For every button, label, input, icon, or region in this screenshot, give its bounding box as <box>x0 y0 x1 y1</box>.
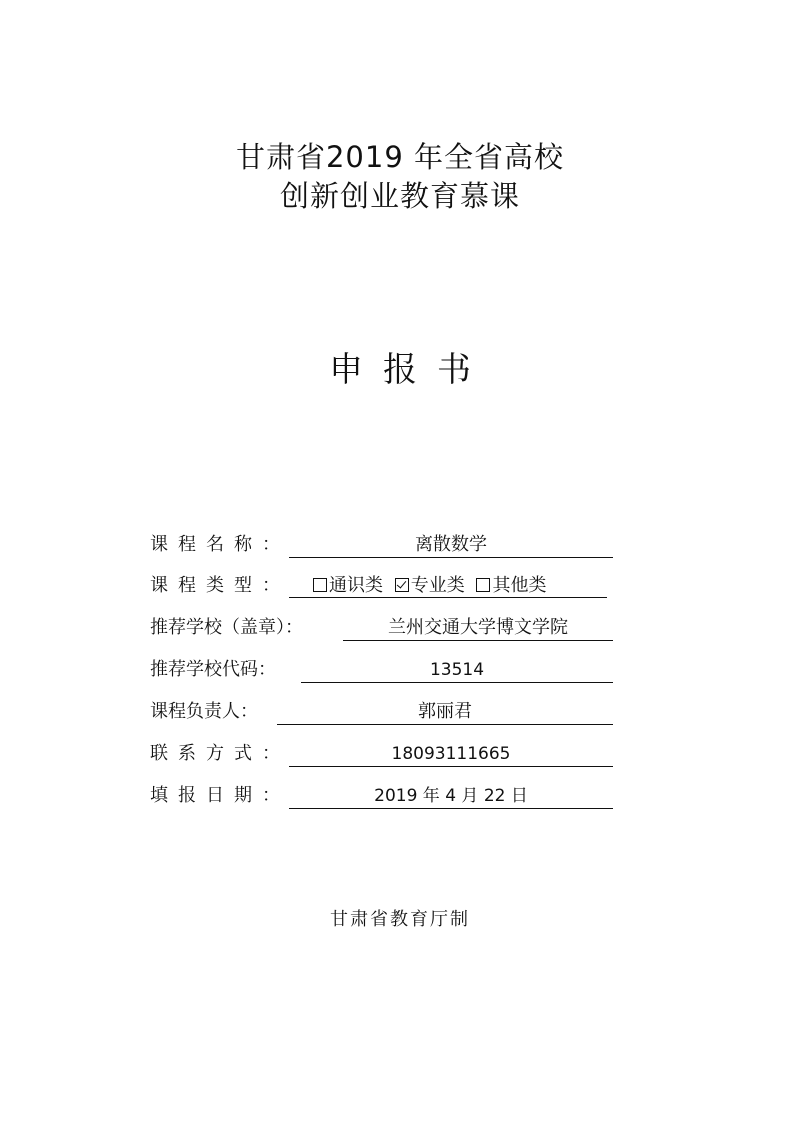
school-label: 推荐学校（盖章）： <box>150 617 303 638</box>
document-type-heading: 申报书 <box>329 350 491 390</box>
school-value: 兰州交通大学博文学院 <box>388 617 568 638</box>
school-code-label: 推荐学校代码： <box>150 659 276 680</box>
course-type-label: 课程类型： <box>150 575 290 596</box>
title-line-2: 创新创业教育慕课 <box>279 179 520 213</box>
issuer-text: 甘肃省教育厅制 <box>330 909 470 930</box>
option-major-label: 专业类 <box>410 575 465 596</box>
option-other[interactable] <box>476 575 546 596</box>
course-name-label: 课程名称： <box>150 534 290 555</box>
course-owner-field <box>277 697 613 725</box>
course-owner-label: 课程负责人： <box>150 701 258 722</box>
option-major[interactable] <box>395 575 465 596</box>
school-code-value: 13514 <box>429 660 485 680</box>
title-line-1: 甘肃省2019 年全省高校 <box>235 140 565 174</box>
fill-date-label: 填报日期： <box>150 785 290 806</box>
option-general-label: 通识类 <box>329 575 383 596</box>
checkbox-icon[interactable] <box>476 578 490 592</box>
course-name-value: 离散数学 <box>415 534 487 555</box>
course-type-field <box>289 571 607 598</box>
fill-date-field <box>289 781 613 809</box>
contact-label: 联系方式： <box>150 743 290 764</box>
option-general[interactable] <box>313 575 383 596</box>
checkbox-icon[interactable] <box>313 578 327 592</box>
course-owner-value: 郭丽君 <box>418 701 472 722</box>
school-code-field <box>301 655 613 683</box>
contact-value: 18093111665 <box>391 744 511 764</box>
contact-field <box>289 739 613 767</box>
option-other-label: 其他类 <box>492 575 547 596</box>
fill-date-value: 2019 年 4 月 22 日 <box>374 786 528 806</box>
course-name-field <box>289 530 613 558</box>
school-field <box>343 613 613 641</box>
checkbox-checked-icon[interactable] <box>395 578 409 592</box>
